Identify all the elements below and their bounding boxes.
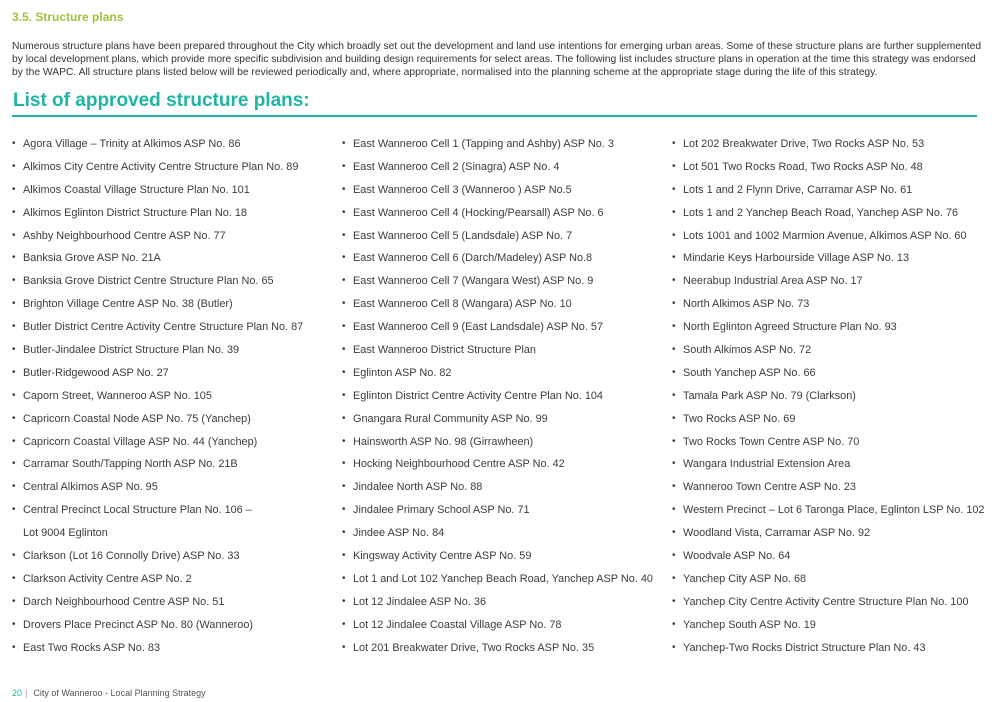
bullet-icon: • (672, 138, 676, 149)
list-item (12, 408, 332, 431)
list-item-label: Agora Village – Trinity at Alkimos ASP No. 86 (23, 138, 241, 150)
list-item (12, 225, 332, 248)
list-item-label: South Alkimos ASP No. 72 (683, 344, 812, 357)
list-item (342, 293, 662, 316)
list-item (672, 522, 1002, 545)
bullet-icon: • (12, 595, 16, 607)
list-item-label: East Wanneroo Cell 6 (Darch/Madeley) ASP No.8 (353, 252, 593, 265)
bullet-icon: • (12, 138, 16, 149)
list-item-label: Ashby Neighbourhood Centre ASP No. 77 (23, 229, 226, 242)
bullet-icon: • (342, 344, 346, 356)
list-item (342, 339, 662, 362)
bullet-icon: • (12, 412, 16, 424)
list-item (342, 316, 662, 339)
list-item-label: Yanchep City ASP No. 68 (683, 572, 807, 585)
list-item-label: Yanchep-Two Rocks District Structure Plan No. 43 (683, 641, 926, 654)
list-item (342, 225, 662, 248)
list-item-label: Alkimos Eglinton District Structure Plan No. 18 (23, 206, 247, 219)
list-item-label: North Alkimos ASP No. 73 (683, 298, 810, 311)
bullet-icon: • (12, 298, 16, 310)
list-item-label: South Yanchep ASP No. 66 (683, 366, 816, 379)
list-item (342, 545, 662, 568)
bullet-icon: • (672, 595, 676, 607)
page-number: 20 (12, 688, 23, 698)
bullet-icon: • (342, 412, 346, 424)
bullet-icon: • (12, 229, 16, 241)
bullet-icon: • (342, 527, 346, 539)
list-item-label: East Wanneroo Cell 8 (Wangara) ASP No. 10 (353, 298, 572, 311)
bullet-icon: • (12, 572, 16, 584)
list-item (342, 568, 662, 591)
bullet-icon: • (342, 595, 346, 607)
list-item (12, 499, 332, 522)
bullet-icon: • (672, 550, 676, 562)
list-item-label: Brighton Village Centre ASP No. 38 (Butler) (23, 298, 233, 311)
list-item (342, 133, 662, 156)
list-item-label: East Wanneroo Cell 1 (Tapping and Ashby) ASP No. 3 (353, 138, 614, 150)
list-item-label: Kingsway Activity Centre ASP No. 59 (353, 550, 532, 563)
list-item (672, 568, 1002, 591)
bullet-icon: • (12, 344, 16, 356)
list-item (672, 453, 1002, 476)
list-item (12, 431, 332, 454)
list-item (12, 339, 332, 362)
bullet-icon: • (12, 641, 16, 653)
list-item (672, 431, 1002, 454)
bullet-icon: • (672, 504, 676, 516)
bullet-icon: • (672, 206, 676, 218)
list-item (342, 408, 662, 431)
list-item (12, 362, 332, 385)
bullet-icon: • (672, 275, 676, 287)
footer-separator: | (25, 688, 28, 698)
list-item-label: Lot 12 Jindalee Coastal Village ASP No. 78 (353, 618, 562, 631)
list-item (342, 385, 662, 408)
list-item (672, 202, 1002, 225)
bullet-icon: • (12, 504, 16, 516)
list-item-label: Woodland Vista, Carramar ASP No. 92 (683, 527, 871, 540)
list-item-label: Two Rocks Town Centre ASP No. 70 (683, 435, 860, 448)
list-item-label: Gnangara Rural Community ASP No. 99 (353, 412, 548, 425)
list-item (12, 637, 332, 660)
bullet-icon: • (12, 183, 16, 195)
bullet-icon: • (342, 389, 346, 401)
list-item (12, 453, 332, 476)
list-item-label: Butler District Centre Activity Centre Structure Plan No. 87 (23, 321, 304, 334)
list-item (12, 270, 332, 293)
list-item-label: Capricorn Coastal Village ASP No. 44 (Yanchep) (23, 435, 258, 448)
list-item-label: Central Precinct Local Structure Plan No. 106 – (23, 504, 252, 517)
list-item (12, 316, 332, 339)
bullet-icon: • (672, 527, 676, 539)
list-item (672, 637, 1002, 660)
list-item-label: Neerabup Industrial Area ASP No. 17 (683, 275, 863, 288)
list-item-label: Central Alkimos ASP No. 95 (23, 481, 158, 494)
list-item-label: East Two Rocks ASP No. 83 (23, 641, 161, 654)
list-item-label: Alkimos City Centre Activity Centre Structure Plan No. 89 (23, 160, 299, 173)
bullet-icon: • (12, 366, 16, 378)
list-item (672, 339, 1002, 362)
list-item-label: Lot 1 and Lot 102 Yanchep Beach Road, Yanchep ASP No. 40 (353, 572, 653, 585)
list-item (672, 499, 1002, 522)
bullet-icon: • (342, 321, 346, 333)
structure-plan-list-column-3 (672, 133, 1002, 659)
bullet-icon: • (672, 366, 676, 378)
list-item (672, 225, 1002, 248)
bullet-icon: • (12, 435, 16, 447)
bullet-icon: • (12, 618, 16, 630)
list-item (342, 362, 662, 385)
list-item (342, 522, 662, 545)
bullet-icon: • (342, 138, 346, 149)
list-item (12, 614, 332, 637)
bullet-icon: • (672, 229, 676, 241)
list-item-label: Lots 1 and 2 Yanchep Beach Road, Yanchep ASP No. 76 (683, 206, 959, 219)
bullet-icon: • (672, 481, 676, 493)
list-item-label: Butler-Jindalee District Structure Plan No. 39 (23, 344, 240, 357)
title-rule (12, 115, 977, 117)
list-item (12, 179, 332, 202)
list-item-label: Woodvale ASP No. 64 (683, 550, 791, 563)
bullet-icon: • (672, 435, 676, 447)
list-item (342, 156, 662, 179)
list-item (672, 476, 1002, 499)
list-item-label: Lot 9004 Eglinton (23, 527, 108, 540)
bullet-icon: • (672, 344, 676, 356)
list-item-label: North Eglinton Agreed Structure Plan No. 93 (683, 321, 897, 334)
list-item (342, 179, 662, 202)
list-item (12, 568, 332, 591)
list-item (672, 270, 1002, 293)
bullet-icon: • (342, 572, 346, 584)
bullet-icon: • (12, 321, 16, 333)
list-item-label: Wanneroo Town Centre ASP No. 23 (683, 481, 856, 494)
list-item-label: Banksia Grove ASP No. 21A (23, 252, 161, 265)
list-item-label: Mindarie Keys Harbourside Village ASP No. 13 (683, 252, 910, 265)
list-item-label: East Wanneroo Cell 7 (Wangara West) ASP No. 9 (353, 275, 594, 288)
list-item (672, 385, 1002, 408)
list-item-label: Yanchep South ASP No. 19 (683, 618, 816, 631)
list-item (342, 270, 662, 293)
list-item (12, 545, 332, 568)
bullet-icon: • (342, 618, 346, 630)
list-item (672, 316, 1002, 339)
list-item (12, 591, 332, 614)
list-item (12, 133, 332, 156)
bullet-icon: • (12, 206, 16, 218)
list-item (672, 408, 1002, 431)
list-item-label: Wangara Industrial Extension Area (683, 458, 851, 471)
bullet-icon: • (342, 481, 346, 493)
bullet-icon: • (342, 550, 346, 562)
list-item (342, 614, 662, 637)
bullet-icon: • (672, 412, 676, 424)
list-item (342, 476, 662, 499)
list-item-label: Western Precinct – Lot 6 Taronga Place, Eglinton LSP No. 102 (683, 504, 985, 517)
bullet-icon: • (342, 229, 346, 241)
list-item-label: East Wanneroo Cell 4 (Hocking/Pearsall) ASP No. 6 (353, 206, 604, 219)
list-item-label: Yanchep City Centre Activity Centre Structure Plan No. 100 (683, 595, 969, 608)
list-item-label: East Wanneroo Cell 9 (East Landsdale) ASP No. 57 (353, 321, 604, 334)
bullet-icon: • (342, 160, 346, 172)
page-footer (12, 688, 206, 698)
list-item-label: Caporn Street, Wanneroo ASP No. 105 (23, 389, 212, 402)
list-item-label: Lot 201 Breakwater Drive, Two Rocks ASP No. 35 (353, 641, 595, 654)
list-item (672, 179, 1002, 202)
bullet-icon: • (672, 298, 676, 310)
list-item-label: Lot 501 Two Rocks Road, Two Rocks ASP No. 48 (683, 160, 923, 173)
list-item (672, 133, 1002, 156)
list-item (12, 385, 332, 408)
bullet-icon: • (342, 366, 346, 378)
list-item-label: Clarkson (Lot 16 Connolly Drive) ASP No. 33 (23, 550, 240, 563)
list-item-label: Eglinton District Centre Activity Centre Plan No. 104 (353, 389, 603, 402)
structure-plan-list-column-2 (342, 133, 662, 659)
list-item-label: Alkimos Coastal Village Structure Plan No. 101 (23, 183, 250, 196)
bullet-icon: • (12, 481, 16, 493)
intro-paragraph: Numerous structure plans have been prepared throughout the City which broadly set out the development and land use intentions for emerging urban areas. Some of these structure plans are further supplemented by local development plans, which provide more specific subdivision and building design requirements for select areas. The following list includes structure plans in operation at the time this strategy was endorsed by the WAPC. All structure plans listed below will be reviewed periodically and, where appropriate, normalised into the planning scheme at the appropriate stage during the life of this strategy. (12, 41, 982, 78)
list-item (342, 499, 662, 522)
list-item-label: Butler-Ridgewood ASP No. 27 (23, 366, 169, 379)
bullet-icon: • (672, 641, 676, 653)
list-item (342, 637, 662, 660)
bullet-icon: • (342, 641, 346, 653)
bullet-icon: • (342, 504, 346, 516)
bullet-icon: • (342, 458, 346, 470)
bullet-icon: • (12, 389, 16, 401)
bullet-icon: • (342, 435, 346, 447)
bullet-icon: • (12, 252, 16, 264)
bullet-icon: • (12, 160, 16, 172)
list-item-label: Jindalee North ASP No. 88 (353, 481, 483, 494)
list-item (342, 591, 662, 614)
list-item (12, 202, 332, 225)
list-item (12, 293, 332, 316)
list-item (342, 431, 662, 454)
list-item (672, 156, 1002, 179)
bullet-icon: • (342, 206, 346, 218)
bullet-icon: • (12, 275, 16, 287)
list-item-label: Jindalee Primary School ASP No. 71 (353, 504, 530, 517)
list-title: List of approved structure plans: (13, 90, 310, 111)
list-item-label: Lot 12 Jindalee ASP No. 36 (353, 595, 487, 608)
bullet-icon: • (672, 183, 676, 195)
list-item (12, 247, 332, 270)
list-item (342, 247, 662, 270)
list-item (12, 156, 332, 179)
list-item-label: Hainsworth ASP No. 98 (Girrawheen) (353, 435, 534, 448)
list-item-label: East Wanneroo Cell 5 (Landsdale) ASP No. 7 (353, 229, 573, 242)
list-item (672, 614, 1002, 637)
list-item-label: Eglinton ASP No. 82 (353, 366, 452, 379)
list-item (12, 476, 332, 499)
bullet-icon: • (672, 618, 676, 630)
bullet-icon: • (672, 458, 676, 470)
bullet-icon: • (12, 550, 16, 562)
list-item-label: Clarkson Activity Centre ASP No. 2 (23, 572, 192, 585)
bullet-icon: • (342, 275, 346, 287)
list-item-label: Tamala Park ASP No. 79 (Clarkson) (683, 389, 856, 402)
list-item-label: East Wanneroo Cell 2 (Sinagra) ASP No. 4 (353, 160, 560, 173)
list-item-label: Lots 1001 and 1002 Marmion Avenue, Alkimos ASP No. 60 (683, 229, 967, 242)
list-item-label: Carramar South/Tapping North ASP No. 21B (23, 458, 238, 471)
list-item (672, 362, 1002, 385)
list-item (672, 247, 1002, 270)
list-item-label: East Wanneroo District Structure Plan (353, 344, 536, 357)
list-item (672, 591, 1002, 614)
bullet-icon: • (342, 183, 346, 195)
list-item-label: Jindee ASP No. 84 (353, 527, 445, 540)
bullet-icon: • (672, 252, 676, 264)
section-heading: 3.5. Structure plans (12, 10, 124, 24)
footer-document-title: City of Wanneroo - Local Planning Strategy (33, 688, 206, 698)
bullet-icon: • (342, 252, 346, 264)
bullet-icon: • (342, 298, 346, 310)
bullet-icon: • (672, 389, 676, 401)
list-item-label: Drovers Place Precinct ASP No. 80 (Wanneroo) (23, 618, 254, 631)
bullet-icon: • (12, 458, 16, 470)
list-item (672, 545, 1002, 568)
list-item (672, 293, 1002, 316)
list-item (342, 453, 662, 476)
list-item-label: Two Rocks ASP No. 69 (683, 412, 796, 425)
list-item-label: East Wanneroo Cell 3 (Wanneroo ) ASP No.5 (353, 183, 572, 196)
bullet-icon: • (672, 321, 676, 333)
list-item-label: Darch Neighbourhood Centre ASP No. 51 (23, 595, 225, 608)
list-item-label: Banksia Grove District Centre Structure Plan No. 65 (23, 275, 274, 288)
list-item-label: Hocking Neighbourhood Centre ASP No. 42 (353, 458, 565, 471)
list-item-label: Lot 202 Breakwater Drive, Two Rocks ASP No. 53 (683, 138, 925, 150)
list-item-continuation (12, 522, 332, 545)
structure-plan-list-column-1 (12, 133, 332, 659)
list-item-label: Capricorn Coastal Node ASP No. 75 (Yanchep) (23, 412, 251, 425)
bullet-icon: • (672, 572, 676, 584)
bullet-icon: • (672, 160, 676, 172)
list-item (342, 202, 662, 225)
list-item-label: Lots 1 and 2 Flynn Drive, Carramar ASP No. 61 (683, 183, 913, 196)
